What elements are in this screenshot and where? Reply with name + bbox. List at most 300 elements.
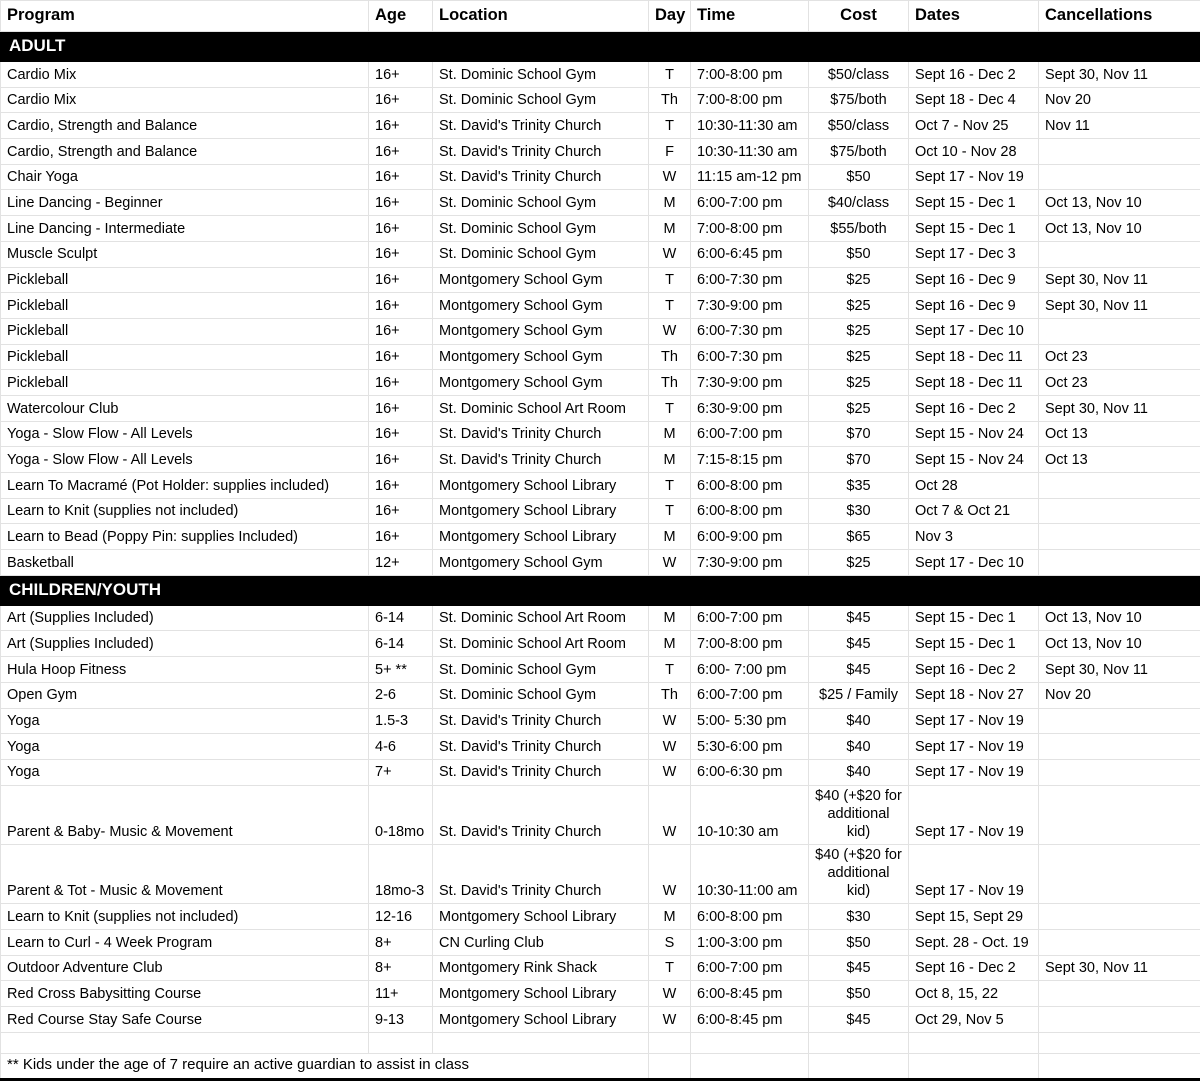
cell-cancellations: Oct 23 xyxy=(1039,344,1200,370)
cell-location: Montgomery School Gym xyxy=(433,370,649,396)
cell-time: 6:00-7:30 pm xyxy=(691,267,809,293)
section-row xyxy=(1,32,1200,62)
cell-dates: Sept. 28 - Oct. 19 xyxy=(909,930,1039,956)
cell-location: Montgomery School Gym xyxy=(433,344,649,370)
cell-program: Learn to Knit (supplies not included) xyxy=(1,498,369,524)
cell-cost: $50 xyxy=(809,241,909,267)
cell-time: 10:30-11:30 am xyxy=(691,113,809,139)
cell-cost: $25 xyxy=(809,344,909,370)
table-row xyxy=(1,682,1200,708)
cell-program: Yoga xyxy=(1,734,369,760)
cell-cost: $40 xyxy=(809,734,909,760)
cell-cost: $40/class xyxy=(809,190,909,216)
cell-program: Red Cross Babysitting Course xyxy=(1,981,369,1007)
cell-age: 5+ ** xyxy=(369,657,433,683)
cell-cost: $55/both xyxy=(809,216,909,242)
cell-day: W xyxy=(649,759,691,785)
cell-cost: $40 xyxy=(809,759,909,785)
cell-dates: Oct 10 - Nov 28 xyxy=(909,139,1039,165)
cell-day: M xyxy=(649,421,691,447)
cell-dates: Sept 17 - Nov 19 xyxy=(909,164,1039,190)
cell-age: 16+ xyxy=(369,318,433,344)
cell-time: 7:30-9:00 pm xyxy=(691,550,809,576)
cell-cancellations xyxy=(1039,164,1200,190)
cell-dates: Sept 17 - Dec 10 xyxy=(909,550,1039,576)
cell-cost: $25 xyxy=(809,370,909,396)
cell-program: Parent & Baby- Music & Movement xyxy=(1,785,369,844)
cell-cancellations: Sept 30, Nov 11 xyxy=(1039,955,1200,981)
cell-cost: $50/class xyxy=(809,113,909,139)
cell-program: Art (Supplies Included) xyxy=(1,631,369,657)
cell-cancellations xyxy=(1039,241,1200,267)
cell-cancellations: Nov 11 xyxy=(1039,113,1200,139)
cell-cost: $50 xyxy=(809,164,909,190)
cell-cost: $75/both xyxy=(809,87,909,113)
cell-dates: Sept 15 - Nov 24 xyxy=(909,421,1039,447)
cell-time: 7:15-8:15 pm xyxy=(691,447,809,473)
cell-cancellations: Sept 30, Nov 11 xyxy=(1039,293,1200,319)
cell-age: 16+ xyxy=(369,370,433,396)
cell-cancellations: Sept 30, Nov 11 xyxy=(1039,395,1200,421)
footnote: ** Kids under the age of 7 require an active guardian to assist in class xyxy=(1,1053,649,1079)
cell-dates: Sept 16 - Dec 2 xyxy=(909,955,1039,981)
cell-cost: $45 xyxy=(809,657,909,683)
cell-cancellations: Sept 30, Nov 11 xyxy=(1039,267,1200,293)
cell-age: 16+ xyxy=(369,447,433,473)
cell-age: 9-13 xyxy=(369,1007,433,1033)
cell-program: Outdoor Adventure Club xyxy=(1,955,369,981)
cell-location: St. Dominic School Gym xyxy=(433,657,649,683)
cell-day: T xyxy=(649,113,691,139)
empty-cell xyxy=(649,1032,691,1053)
cell-dates: Sept 15 - Dec 1 xyxy=(909,190,1039,216)
cell-program: Cardio, Strength and Balance xyxy=(1,113,369,139)
cell-location: St. David's Trinity Church xyxy=(433,113,649,139)
table-row xyxy=(1,759,1200,785)
cell-location: Montgomery School Gym xyxy=(433,318,649,344)
cell-cost: $40 (+$20 for additional kid) xyxy=(809,844,909,903)
cell-cost: $75/both xyxy=(809,139,909,165)
cell-location: St. Dominic School Gym xyxy=(433,241,649,267)
cell-time: 6:00-7:00 pm xyxy=(691,190,809,216)
cell-day: W xyxy=(649,844,691,903)
cell-age: 6-14 xyxy=(369,631,433,657)
cell-program: Yoga - Slow Flow - All Levels xyxy=(1,421,369,447)
cell-location: St. David's Trinity Church xyxy=(433,844,649,903)
cell-location: Montgomery School Gym xyxy=(433,550,649,576)
column-header-cost: Cost xyxy=(809,1,909,32)
table-row xyxy=(1,318,1200,344)
cell-time: 6:00-8:00 pm xyxy=(691,904,809,930)
cell-age: 16+ xyxy=(369,190,433,216)
cell-program: Cardio Mix xyxy=(1,87,369,113)
column-header-dates: Dates xyxy=(909,1,1039,32)
cell-age: 16+ xyxy=(369,524,433,550)
cell-location: St. Dominic School Art Room xyxy=(433,631,649,657)
cell-day: M xyxy=(649,190,691,216)
cell-day: F xyxy=(649,139,691,165)
cell-dates: Oct 8, 15, 22 xyxy=(909,981,1039,1007)
cell-dates: Oct 7 & Oct 21 xyxy=(909,498,1039,524)
cell-cancellations: Oct 13, Nov 10 xyxy=(1039,190,1200,216)
cell-day: Th xyxy=(649,370,691,396)
cell-day: W xyxy=(649,981,691,1007)
cell-cancellations: Oct 23 xyxy=(1039,370,1200,396)
cell-time: 6:00-7:00 pm xyxy=(691,955,809,981)
cell-cost: $25 xyxy=(809,550,909,576)
cell-day: T xyxy=(649,62,691,88)
cell-cost: $65 xyxy=(809,524,909,550)
cell-time: 10:30-11:00 am xyxy=(691,844,809,903)
cell-location: St. David's Trinity Church xyxy=(433,421,649,447)
cell-age: 16+ xyxy=(369,395,433,421)
table-row xyxy=(1,395,1200,421)
cell-program: Learn to Bead (Poppy Pin: supplies Included) xyxy=(1,524,369,550)
cell-time: 10:30-11:30 am xyxy=(691,139,809,165)
cell-cost: $50 xyxy=(809,930,909,956)
cell-cost: $40 xyxy=(809,708,909,734)
cell-time: 6:00-9:00 pm xyxy=(691,524,809,550)
cell-cost: $45 xyxy=(809,631,909,657)
table-row xyxy=(1,113,1200,139)
cell-age: 2-6 xyxy=(369,682,433,708)
cell-time: 6:00-7:30 pm xyxy=(691,318,809,344)
cell-dates: Sept 18 - Dec 11 xyxy=(909,370,1039,396)
cell-time: 6:00-8:45 pm xyxy=(691,981,809,1007)
cell-cancellations: Oct 13 xyxy=(1039,421,1200,447)
cell-time: 6:00-6:30 pm xyxy=(691,759,809,785)
cell-age: 16+ xyxy=(369,421,433,447)
table-row xyxy=(1,955,1200,981)
cell-location: CN Curling Club xyxy=(433,930,649,956)
cell-day: Th xyxy=(649,682,691,708)
cell-cost: $25 / Family xyxy=(809,682,909,708)
cell-program: Pickleball xyxy=(1,267,369,293)
cell-location: Montgomery School Library xyxy=(433,904,649,930)
cell-time: 7:00-8:00 pm xyxy=(691,216,809,242)
column-header-cancellations: Cancellations xyxy=(1039,1,1200,32)
cell-cost: $70 xyxy=(809,421,909,447)
cell-time: 5:00- 5:30 pm xyxy=(691,708,809,734)
table-row xyxy=(1,631,1200,657)
table-row xyxy=(1,190,1200,216)
cell-program: Pickleball xyxy=(1,370,369,396)
cell-location: St. Dominic School Art Room xyxy=(433,605,649,631)
cell-cancellations: Sept 30, Nov 11 xyxy=(1039,62,1200,88)
cell-age: 16+ xyxy=(369,241,433,267)
cell-cancellations xyxy=(1039,708,1200,734)
cell-location: Montgomery School Library xyxy=(433,981,649,1007)
cell-cost: $30 xyxy=(809,904,909,930)
cell-dates: Sept 17 - Nov 19 xyxy=(909,734,1039,760)
section-row xyxy=(1,575,1200,605)
cell-dates: Nov 3 xyxy=(909,524,1039,550)
table-row xyxy=(1,370,1200,396)
table-row xyxy=(1,139,1200,165)
table-row xyxy=(1,1007,1200,1033)
cell-age: 0-18mo xyxy=(369,785,433,844)
empty-cell xyxy=(809,1032,909,1053)
footnote-row xyxy=(1,1053,1200,1079)
cell-dates: Sept 16 - Dec 2 xyxy=(909,395,1039,421)
cell-time: 6:00-6:45 pm xyxy=(691,241,809,267)
cell-cancellations xyxy=(1039,844,1200,903)
cell-time: 6:00-7:00 pm xyxy=(691,605,809,631)
cell-day: T xyxy=(649,657,691,683)
cell-cancellations xyxy=(1039,981,1200,1007)
cell-cancellations: Oct 13, Nov 10 xyxy=(1039,631,1200,657)
cell-age: 16+ xyxy=(369,62,433,88)
cell-cost: $45 xyxy=(809,955,909,981)
cell-time: 5:30-6:00 pm xyxy=(691,734,809,760)
cell-day: T xyxy=(649,473,691,499)
cell-location: Montgomery School Gym xyxy=(433,293,649,319)
cell-program: Yoga - Slow Flow - All Levels xyxy=(1,447,369,473)
cell-program: Chair Yoga xyxy=(1,164,369,190)
cell-cost: $25 xyxy=(809,293,909,319)
cell-program: Pickleball xyxy=(1,318,369,344)
table-row xyxy=(1,734,1200,760)
cell-program: Learn To Macramé (Pot Holder: supplies included) xyxy=(1,473,369,499)
cell-age: 16+ xyxy=(369,216,433,242)
cell-age: 8+ xyxy=(369,930,433,956)
cell-cost: $40 (+$20 for additional kid) xyxy=(809,785,909,844)
cell-age: 4-6 xyxy=(369,734,433,760)
cell-dates: Sept 18 - Nov 27 xyxy=(909,682,1039,708)
section-title: CHILDREN/YOUTH xyxy=(1,575,1200,605)
cell-location: St. Dominic School Gym xyxy=(433,216,649,242)
cell-age: 16+ xyxy=(369,113,433,139)
cell-time: 11:15 am-12 pm xyxy=(691,164,809,190)
cell-day: M xyxy=(649,631,691,657)
cell-program: Pickleball xyxy=(1,293,369,319)
table-row xyxy=(1,844,1200,903)
cell-program: Cardio, Strength and Balance xyxy=(1,139,369,165)
cell-time: 6:00-8:45 pm xyxy=(691,1007,809,1033)
cell-cancellations xyxy=(1039,550,1200,576)
empty-cell xyxy=(1039,1032,1200,1053)
table-row xyxy=(1,447,1200,473)
cell-cost: $25 xyxy=(809,267,909,293)
empty-row xyxy=(1,1032,1200,1053)
cell-day: T xyxy=(649,267,691,293)
cell-location: St. Dominic School Art Room xyxy=(433,395,649,421)
cell-location: St. David's Trinity Church xyxy=(433,734,649,760)
cell-location: Montgomery School Library xyxy=(433,1007,649,1033)
cell-location: Montgomery School Library xyxy=(433,524,649,550)
cell-dates: Oct 29, Nov 5 xyxy=(909,1007,1039,1033)
cell-time: 7:00-8:00 pm xyxy=(691,631,809,657)
table-row xyxy=(1,981,1200,1007)
cell-day: W xyxy=(649,785,691,844)
empty-cell xyxy=(649,1053,691,1079)
cell-program: Open Gym xyxy=(1,682,369,708)
cell-cancellations xyxy=(1039,473,1200,499)
column-header-program: Program xyxy=(1,1,369,32)
cell-cost: $50/class xyxy=(809,62,909,88)
cell-cancellations xyxy=(1039,139,1200,165)
cell-location: Montgomery School Library xyxy=(433,498,649,524)
empty-cell xyxy=(809,1053,909,1079)
cell-dates: Sept 15 - Dec 1 xyxy=(909,216,1039,242)
cell-day: W xyxy=(649,1007,691,1033)
cell-age: 7+ xyxy=(369,759,433,785)
cell-program: Watercolour Club xyxy=(1,395,369,421)
table-row xyxy=(1,605,1200,631)
empty-cell xyxy=(1,1032,369,1053)
cell-location: Montgomery School Library xyxy=(433,473,649,499)
cell-day: T xyxy=(649,498,691,524)
cell-time: 6:00-8:00 pm xyxy=(691,473,809,499)
cell-time: 1:00-3:00 pm xyxy=(691,930,809,956)
cell-program: Yoga xyxy=(1,708,369,734)
section-title: ADULT xyxy=(1,32,1200,62)
cell-dates: Sept 15 - Nov 24 xyxy=(909,447,1039,473)
cell-age: 16+ xyxy=(369,293,433,319)
cell-age: 16+ xyxy=(369,164,433,190)
table-row xyxy=(1,293,1200,319)
cell-time: 6:00- 7:00 pm xyxy=(691,657,809,683)
cell-cancellations: Oct 13 xyxy=(1039,447,1200,473)
table-row xyxy=(1,498,1200,524)
cell-dates: Sept 17 - Nov 19 xyxy=(909,785,1039,844)
empty-cell xyxy=(691,1032,809,1053)
cell-day: W xyxy=(649,550,691,576)
cell-time: 7:00-8:00 pm xyxy=(691,87,809,113)
cell-age: 16+ xyxy=(369,267,433,293)
cell-day: Th xyxy=(649,87,691,113)
cell-age: 16+ xyxy=(369,344,433,370)
cell-time: 6:00-7:00 pm xyxy=(691,682,809,708)
cell-cost: $45 xyxy=(809,605,909,631)
cell-dates: Sept 15, Sept 29 xyxy=(909,904,1039,930)
empty-cell xyxy=(909,1053,1039,1079)
cell-age: 11+ xyxy=(369,981,433,1007)
cell-program: Learn to Curl - 4 Week Program xyxy=(1,930,369,956)
empty-cell xyxy=(433,1032,649,1053)
cell-program: Parent & Tot - Music & Movement xyxy=(1,844,369,903)
cell-cost: $25 xyxy=(809,318,909,344)
cell-age: 8+ xyxy=(369,955,433,981)
cell-time: 6:00-7:30 pm xyxy=(691,344,809,370)
cell-age: 18mo-3 xyxy=(369,844,433,903)
table-row xyxy=(1,216,1200,242)
cell-age: 16+ xyxy=(369,139,433,165)
cell-location: St. David's Trinity Church xyxy=(433,759,649,785)
cell-program: Basketball xyxy=(1,550,369,576)
cell-cancellations: Oct 13, Nov 10 xyxy=(1039,605,1200,631)
cell-time: 7:30-9:00 pm xyxy=(691,370,809,396)
cell-cancellations xyxy=(1039,785,1200,844)
column-header-day: Day xyxy=(649,1,691,32)
cell-cancellations xyxy=(1039,930,1200,956)
column-header-location: Location xyxy=(433,1,649,32)
cell-program: Red Course Stay Safe Course xyxy=(1,1007,369,1033)
cell-dates: Oct 28 xyxy=(909,473,1039,499)
cell-time: 7:00-8:00 pm xyxy=(691,62,809,88)
cell-program: Cardio Mix xyxy=(1,62,369,88)
cell-location: St. David's Trinity Church xyxy=(433,164,649,190)
cell-dates: Sept 16 - Dec 9 xyxy=(909,293,1039,319)
cell-cost: $35 xyxy=(809,473,909,499)
table-body xyxy=(1,32,1200,1080)
cell-cancellations: Nov 20 xyxy=(1039,682,1200,708)
cell-cancellations xyxy=(1039,1007,1200,1033)
cell-dates: Sept 17 - Dec 10 xyxy=(909,318,1039,344)
cell-cancellations xyxy=(1039,734,1200,760)
cell-age: 16+ xyxy=(369,473,433,499)
cell-day: W xyxy=(649,734,691,760)
cell-dates: Sept 16 - Dec 2 xyxy=(909,62,1039,88)
column-header-age: Age xyxy=(369,1,433,32)
table-row xyxy=(1,657,1200,683)
cell-location: St. Dominic School Gym xyxy=(433,190,649,216)
cell-day: T xyxy=(649,955,691,981)
cell-cancellations xyxy=(1039,498,1200,524)
cell-dates: Sept 17 - Nov 19 xyxy=(909,759,1039,785)
table-row xyxy=(1,241,1200,267)
cell-dates: Oct 7 - Nov 25 xyxy=(909,113,1039,139)
cell-day: M xyxy=(649,216,691,242)
cell-location: St. David's Trinity Church xyxy=(433,139,649,165)
empty-cell xyxy=(691,1053,809,1079)
cell-day: M xyxy=(649,447,691,473)
cell-cost: $30 xyxy=(809,498,909,524)
table-row xyxy=(1,87,1200,113)
cell-location: St. Dominic School Gym xyxy=(433,682,649,708)
cell-dates: Sept 17 - Dec 3 xyxy=(909,241,1039,267)
cell-day: T xyxy=(649,395,691,421)
cell-location: St. David's Trinity Church xyxy=(433,708,649,734)
cell-time: 10-10:30 am xyxy=(691,785,809,844)
cell-program: Line Dancing - Beginner xyxy=(1,190,369,216)
table-row xyxy=(1,930,1200,956)
cell-location: Montgomery School Gym xyxy=(433,267,649,293)
table-row xyxy=(1,344,1200,370)
cell-age: 1.5-3 xyxy=(369,708,433,734)
cell-age: 16+ xyxy=(369,498,433,524)
cell-age: 12+ xyxy=(369,550,433,576)
cell-time: 6:00-7:00 pm xyxy=(691,421,809,447)
cell-dates: Sept 15 - Dec 1 xyxy=(909,631,1039,657)
cell-day: M xyxy=(649,904,691,930)
empty-cell xyxy=(909,1032,1039,1053)
cell-location: St. David's Trinity Church xyxy=(433,785,649,844)
cell-dates: Sept 18 - Dec 4 xyxy=(909,87,1039,113)
cell-cancellations xyxy=(1039,759,1200,785)
table-row xyxy=(1,524,1200,550)
header-row xyxy=(1,1,1200,32)
table-row xyxy=(1,904,1200,930)
cell-time: 6:30-9:00 pm xyxy=(691,395,809,421)
cell-dates: Sept 17 - Nov 19 xyxy=(909,708,1039,734)
cell-day: M xyxy=(649,524,691,550)
cell-dates: Sept 16 - Dec 9 xyxy=(909,267,1039,293)
cell-age: 6-14 xyxy=(369,605,433,631)
cell-dates: Sept 15 - Dec 1 xyxy=(909,605,1039,631)
cell-cost: $50 xyxy=(809,981,909,1007)
cell-time: 7:30-9:00 pm xyxy=(691,293,809,319)
cell-location: St. David's Trinity Church xyxy=(433,447,649,473)
cell-time: 6:00-8:00 pm xyxy=(691,498,809,524)
cell-day: T xyxy=(649,293,691,319)
cell-location: St. Dominic School Gym xyxy=(433,87,649,113)
table-row xyxy=(1,785,1200,844)
cell-day: W xyxy=(649,241,691,267)
cell-program: Pickleball xyxy=(1,344,369,370)
empty-cell xyxy=(369,1032,433,1053)
cell-cancellations xyxy=(1039,524,1200,550)
